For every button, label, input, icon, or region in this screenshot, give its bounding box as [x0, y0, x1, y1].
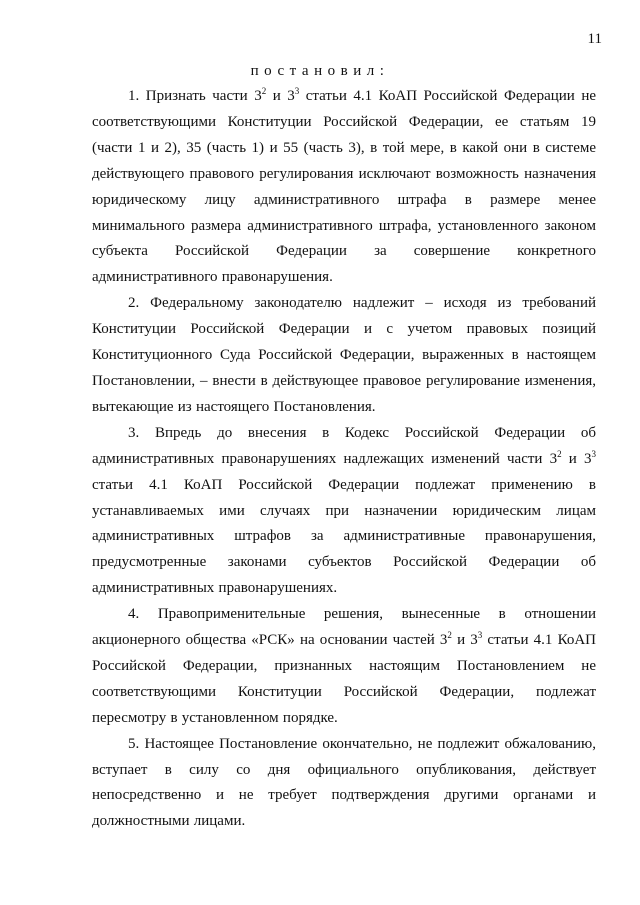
text-run: и 3: [266, 88, 295, 104]
paragraph-2: [92, 291, 596, 421]
superscript: 3: [294, 86, 300, 96]
paragraph-content: [92, 88, 596, 285]
paragraph-content: [92, 606, 596, 726]
paragraph-number: 5.: [128, 735, 140, 752]
superscript: 3: [591, 448, 596, 459]
paragraph-number: 1.: [128, 88, 140, 104]
text-run: статьи 4.1 КоАП Российской Федерации подлежат применению в устанавливаемых ими случаях при назначении юридическим лицам административных штрафов за административные правонарушения, предусмотренные законами субъектов Российской Федерации об административных правонарушениях.: [92, 476, 596, 597]
text-run: статьи 4.1 КоАП Российской Федерации, признанных настоящим Постановлением не соответствующими Конституции Российской Федерации, подлежат пересмотру в установленном порядке.: [92, 632, 597, 726]
paragraph-1: [92, 84, 596, 291]
superscript: 2: [447, 630, 452, 641]
text-run: Настоящее Постановление окончательно, не подлежит обжалованию, вступает в силу со дня официального опубликования, действует непосредственно и не требует подтверждения другими органами и должностными лицами.: [92, 735, 596, 830]
document-body: [92, 84, 596, 835]
paragraph-number: 4.: [128, 606, 140, 623]
paragraph-content: [92, 736, 596, 830]
text-run: и 3: [451, 632, 478, 649]
superscript: 3: [477, 630, 483, 641]
text-run: статьи 4.1 КоАП Российской Федерации не соответствующими Конституции Российской Федерации, ее статьям 19 (части 1 и 2), 35 (часть 1) и 55 (часть 3), в той мере, в какой они в системе действующего правового регулирования исключают возможность назначения юридическому лицу административного штрафа в размере менее минимального размера административного штрафа, установленного законом субъекта Российской Федерации за совершение конкретного административного правонарушения.: [92, 88, 597, 286]
paragraph-5: [92, 732, 596, 836]
text-run: Признать части 3: [145, 88, 262, 104]
superscript: 2: [261, 86, 267, 96]
paragraph-3: [92, 421, 596, 602]
text-run: и 3: [561, 450, 592, 467]
paragraph-number: 2.: [128, 295, 140, 312]
text-run: Правоприменительные решения, вынесенные в отношении акционерного общества «РСК» на основании частей 3: [92, 606, 596, 649]
text-run: Впредь до внесения в Кодекс Российской Федерации об административных правонарушениях надлежащих изменений части 3: [92, 424, 597, 467]
page-number: 11: [587, 31, 602, 47]
paragraph-content: [92, 425, 596, 596]
superscript: 2: [557, 448, 562, 459]
paragraph-number: 3.: [128, 424, 140, 441]
paragraph-content: [92, 295, 596, 415]
paragraph-4: [92, 602, 596, 732]
text-run: Федеральному законодателю надлежит – исходя из требований Конституции Российской Федерации и с учетом правовых позиций Конституционного Суда Российской Федерации, выраженных в настоящем Постановлении, – внести в действующее правовое регулирование изменения, вытекающие из настоящего Постановления.: [92, 295, 596, 415]
resolution-heading: постановил:: [250, 63, 390, 79]
